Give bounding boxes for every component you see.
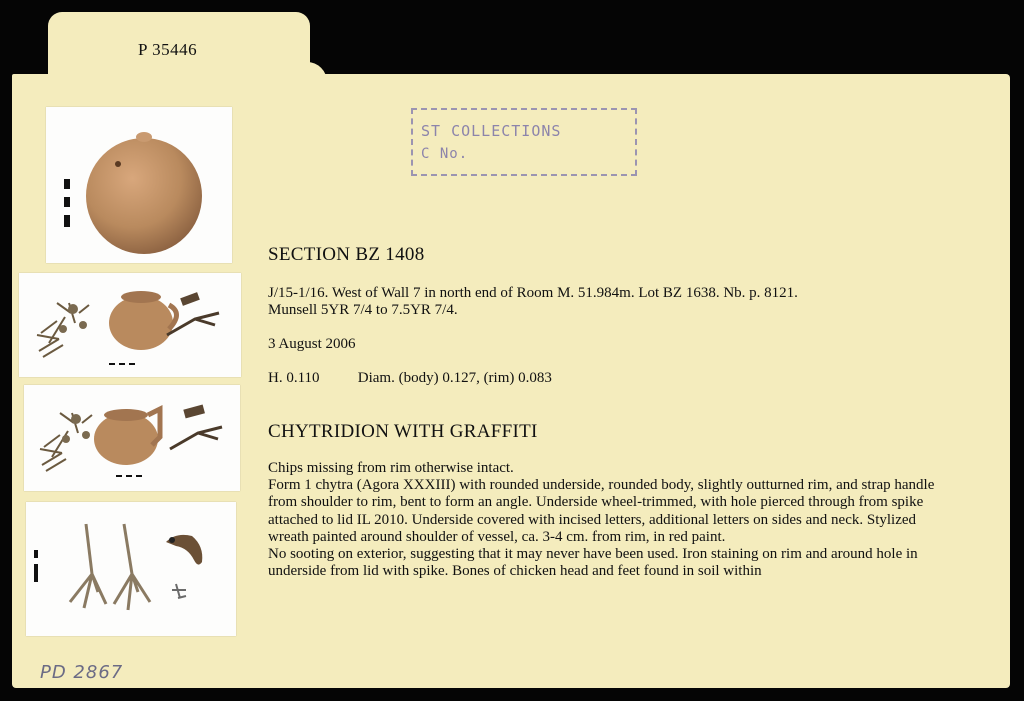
find-context-line-1: J/15-1/16. West of Wall 7 in north end of Room M. 51.984m. Lot BZ 1638. Nb. p. 8121. <box>268 285 798 301</box>
object-title: CHYTRIDION WITH GRAFFITI <box>268 421 538 442</box>
scale-bar <box>34 550 38 582</box>
pot-underside-image <box>46 107 232 263</box>
dimensions <box>268 370 552 387</box>
pot-body <box>86 138 202 254</box>
description <box>268 460 958 580</box>
height-value: H. 0.110 <box>268 370 320 386</box>
description-paragraph: Form 1 chytra (Agora XXXIII) with rounded underside, rounded body, slightly outturned rim, and strap handle from shoulder to rim, bent to form an angle. Underside wheel-trimmed, with hole pierced through from spike attached to lid IL 2010. Underside covered with incised letters, additional letters on sides and neck. Stylized wreath painted around shoulder of vessel, ca. 3-4 cm. from rim, in red paint. <box>268 477 935 545</box>
collections-stamp <box>411 108 637 176</box>
card-tab-notch <box>305 62 327 82</box>
description-paragraph: No sooting on exterior, suggesting that it may never have been used. Iron staining on rim and around hole in underside from lid with spike. Bones of chicken head and feet found in soil within <box>268 546 918 580</box>
pot-with-bones-image <box>19 273 241 377</box>
description-paragraph: Chips missing from rim otherwise intact. <box>268 460 514 476</box>
diameter-value: Diam. (body) 0.127, (rim) 0.083 <box>357 370 552 386</box>
chicken-foot-left <box>70 524 106 608</box>
find-context-line-2: Munsell 5YR 7/4 to 7.5YR 7/4. <box>268 302 458 318</box>
photo-chytra-with-bones-2 <box>24 385 240 491</box>
chicken-feet-image <box>26 502 236 636</box>
scale-bar <box>64 179 70 227</box>
photo-chicken-feet <box>26 502 236 636</box>
stamp-line-1: ST COLLECTIONS <box>421 122 562 140</box>
stamp-line-2: C No. <box>421 146 469 162</box>
pot-with-handle-image <box>24 385 240 491</box>
excavation-date: 3 August 2006 <box>268 336 356 352</box>
handwritten-note: PD 2867 <box>40 662 124 683</box>
chicken-foot-right <box>114 524 150 610</box>
photo-chytra-with-bones-1 <box>19 273 241 377</box>
catalog-number: P 35446 <box>138 40 198 59</box>
find-context <box>268 285 968 319</box>
section-heading: SECTION BZ 1408 <box>268 244 425 265</box>
photo-chytra-underside <box>46 107 232 263</box>
pot-body <box>109 296 173 350</box>
